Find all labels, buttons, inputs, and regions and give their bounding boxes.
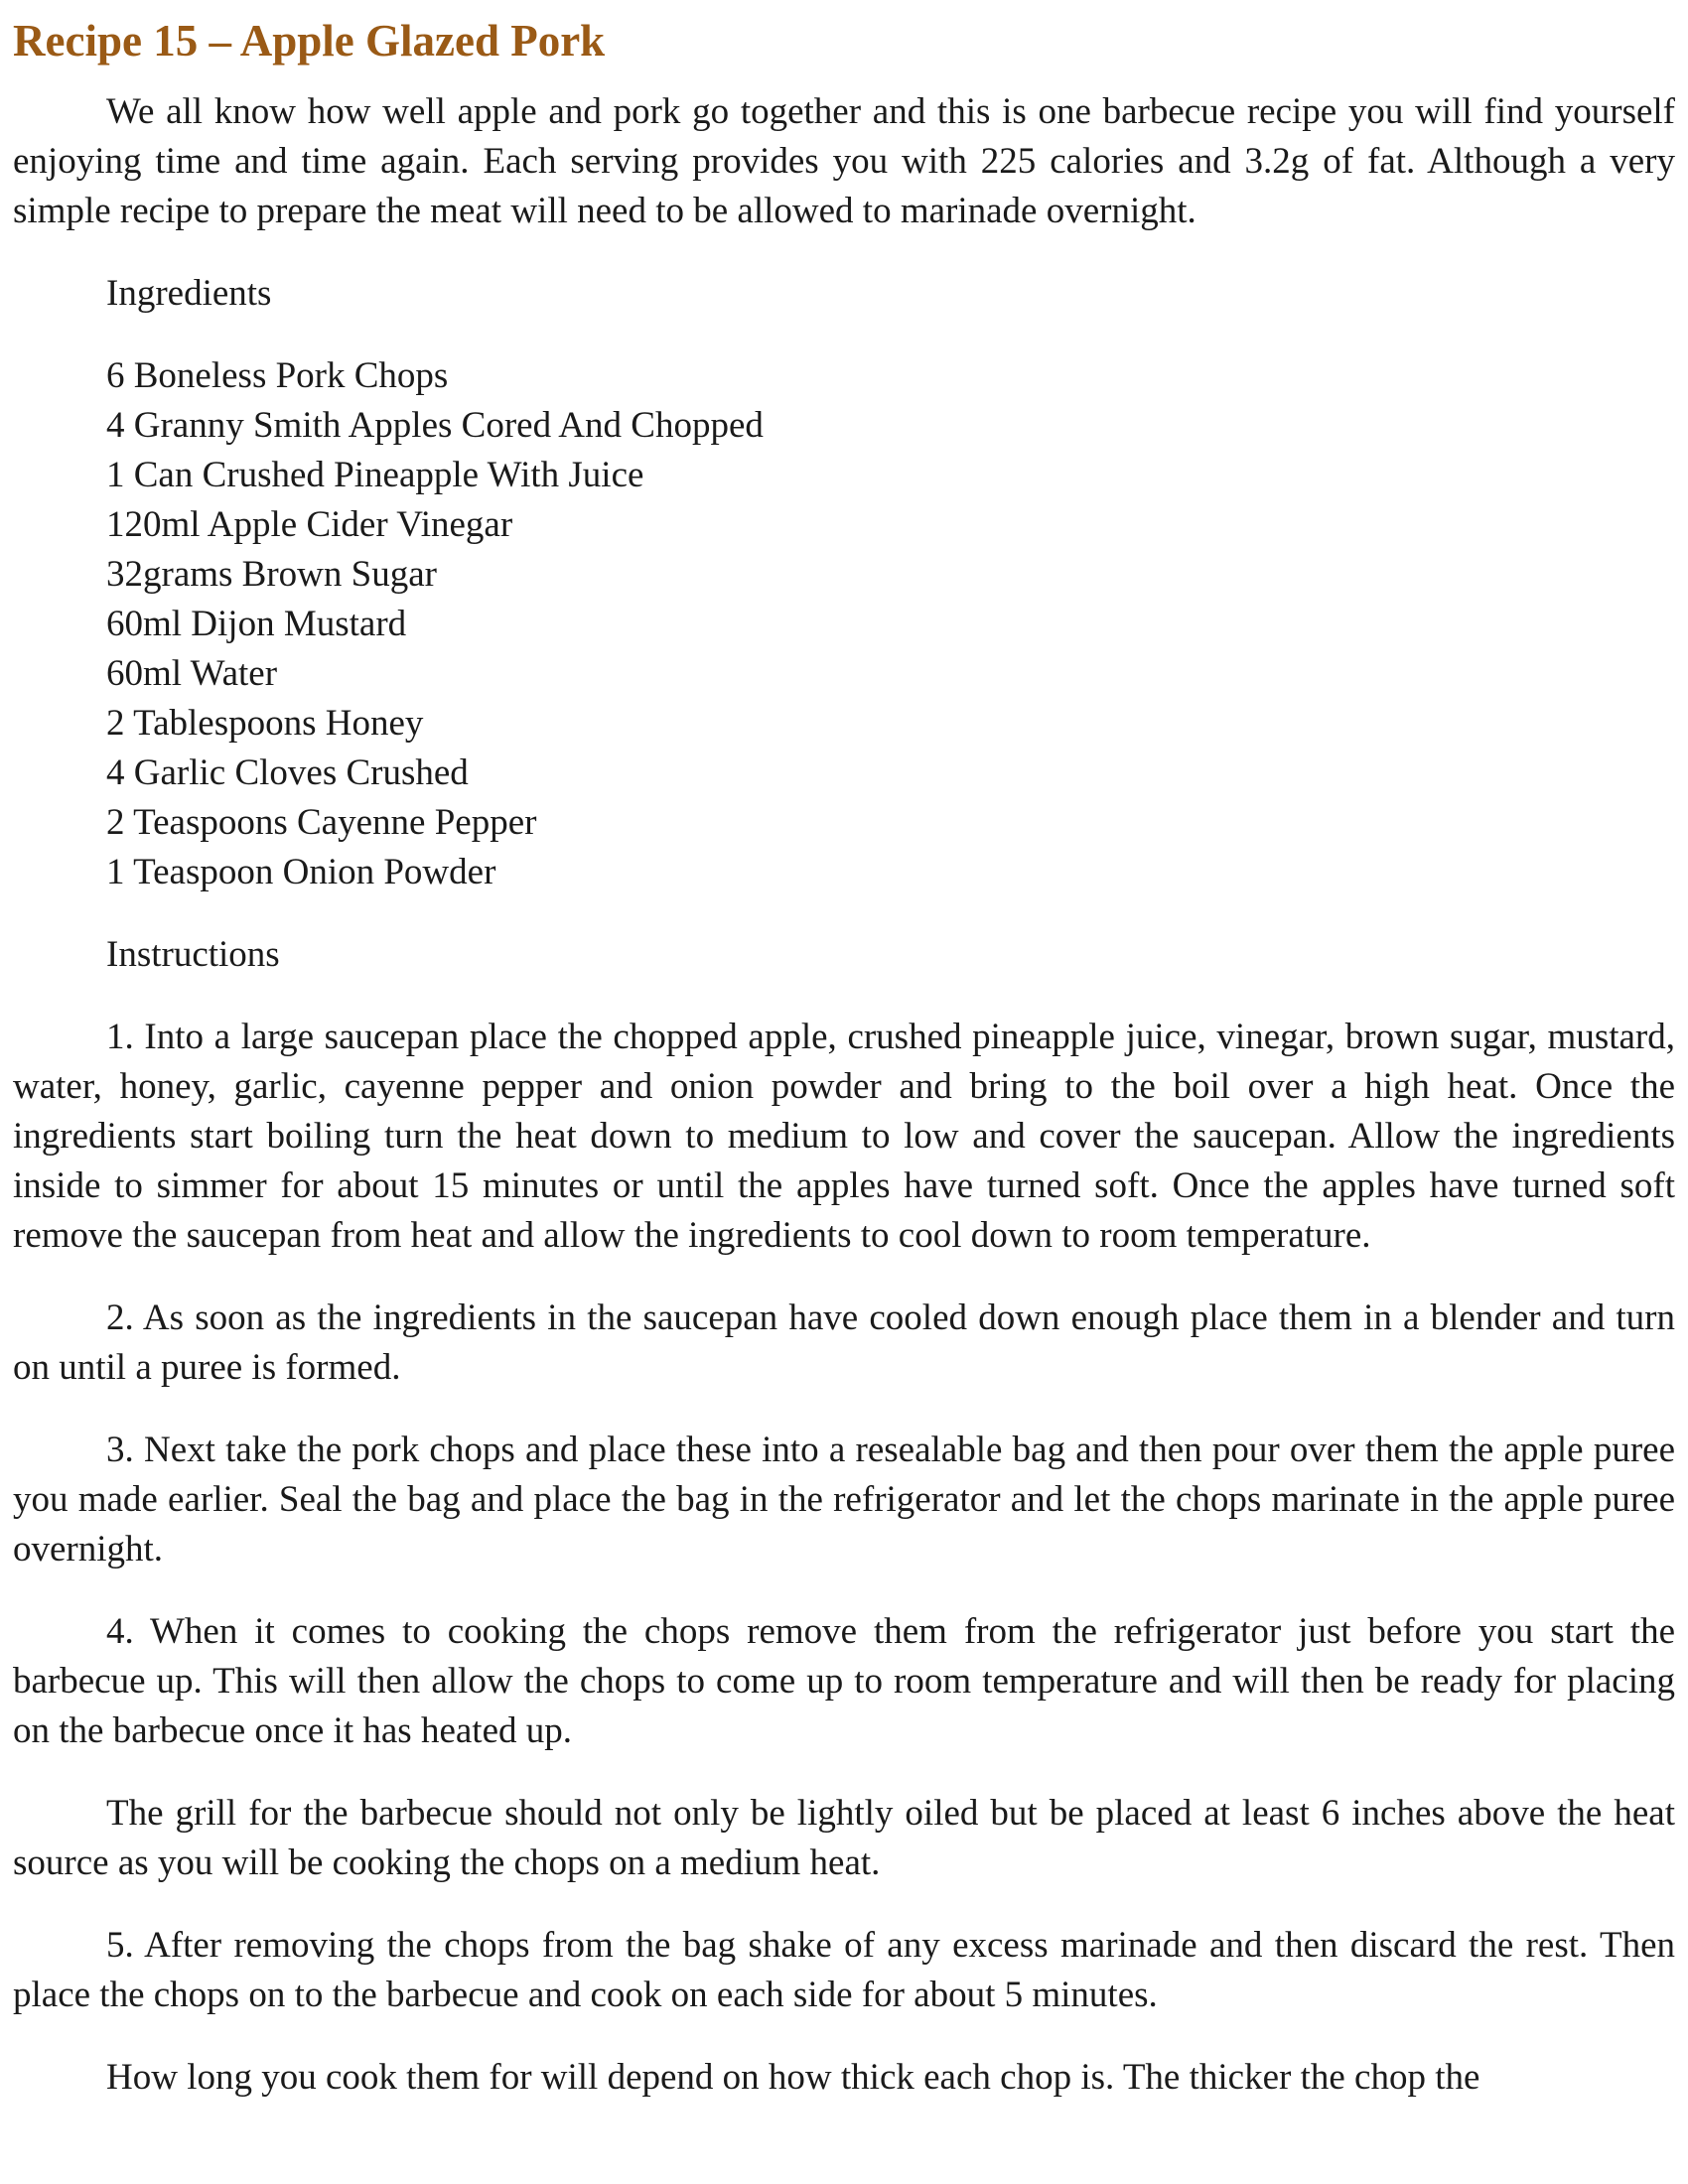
ingredients-list xyxy=(106,351,1675,897)
instruction-step-5: 5. After removing the chops from the bag shake of any excess marinade and then discard the rest. Then place the chops on to the barbecue and cook on each side for about 5 minutes. xyxy=(13,1925,1675,2015)
instructions-heading: Instructions xyxy=(106,934,280,975)
ingredient-item: 2 Teaspoons Cayenne Pepper xyxy=(106,802,537,843)
ingredient-item: 60ml Dijon Mustard xyxy=(106,604,407,644)
ingredients-heading: Ingredients xyxy=(106,273,272,314)
document-page xyxy=(13,0,1675,2103)
recipe-title: Recipe 15 – Apple Glazed Pork xyxy=(13,16,606,66)
ingredient-item: 60ml Water xyxy=(106,653,278,694)
instruction-step-4: 4. When it comes to cooking the chops remove them from the refrigerator just before you start the barbecue up. This will then allow the chops to come up to room temperature and will then be ready for placing on the barbecue once it has heated up. xyxy=(13,1611,1675,1751)
ingredient-item: 2 Tablespoons Honey xyxy=(106,703,424,744)
grill-note-paragraph: The grill for the barbecue should not only be lightly oiled but be placed at least 6 inches above the heat source as you will be cooking the chops on a medium heat. xyxy=(13,1793,1675,1883)
instruction-step-1: 1. Into a large saucepan place the chopped apple, crushed pineapple juice, vinegar, brown sugar, mustard, water, honey, garlic, cayenne pepper and onion powder and bring to the boil over a high heat. Once the ingredients start boiling turn the heat down to medium to low and cover the saucepan. Allow the ingredients inside to simmer for about 15 minutes or until the apples have turned soft. Once the apples have turned soft remove the saucepan from heat and allow the ingredients to cool down to room temperature. xyxy=(13,1017,1675,1256)
ingredient-item: 1 Teaspoon Onion Powder xyxy=(106,852,496,892)
ingredient-item: 32grams Brown Sugar xyxy=(106,554,437,595)
ingredient-item: 4 Granny Smith Apples Cored And Chopped xyxy=(106,405,764,446)
cooking-time-paragraph: How long you cook them for will depend on how thick each chop is. The thicker the chop the xyxy=(106,2057,1480,2098)
ingredient-item: 120ml Apple Cider Vinegar xyxy=(106,504,513,545)
instruction-step-3: 3. Next take the pork chops and place these into a resealable bag and then pour over them the apple puree you made earlier. Seal the bag and place the bag in the refrigerator and let the chops marinate in the apple puree overnight. xyxy=(13,1430,1675,1570)
ingredient-item: 4 Garlic Cloves Crushed xyxy=(106,752,469,793)
instruction-step-2: 2. As soon as the ingredients in the saucepan have cooled down enough place them in a blender and turn on until a puree is formed. xyxy=(13,1297,1675,1388)
ingredient-item: 1 Can Crushed Pineapple With Juice xyxy=(106,455,644,495)
intro-paragraph: We all know how well apple and pork go together and this is one barbecue recipe you will find yourself enjoying time and time again. Each serving provides you with 225 calories and 3.2g of fat. Although a very simple recipe to prepare the meat will need to be allowed to marinade overnight. xyxy=(13,91,1675,231)
ingredient-item: 6 Boneless Pork Chops xyxy=(106,355,449,396)
